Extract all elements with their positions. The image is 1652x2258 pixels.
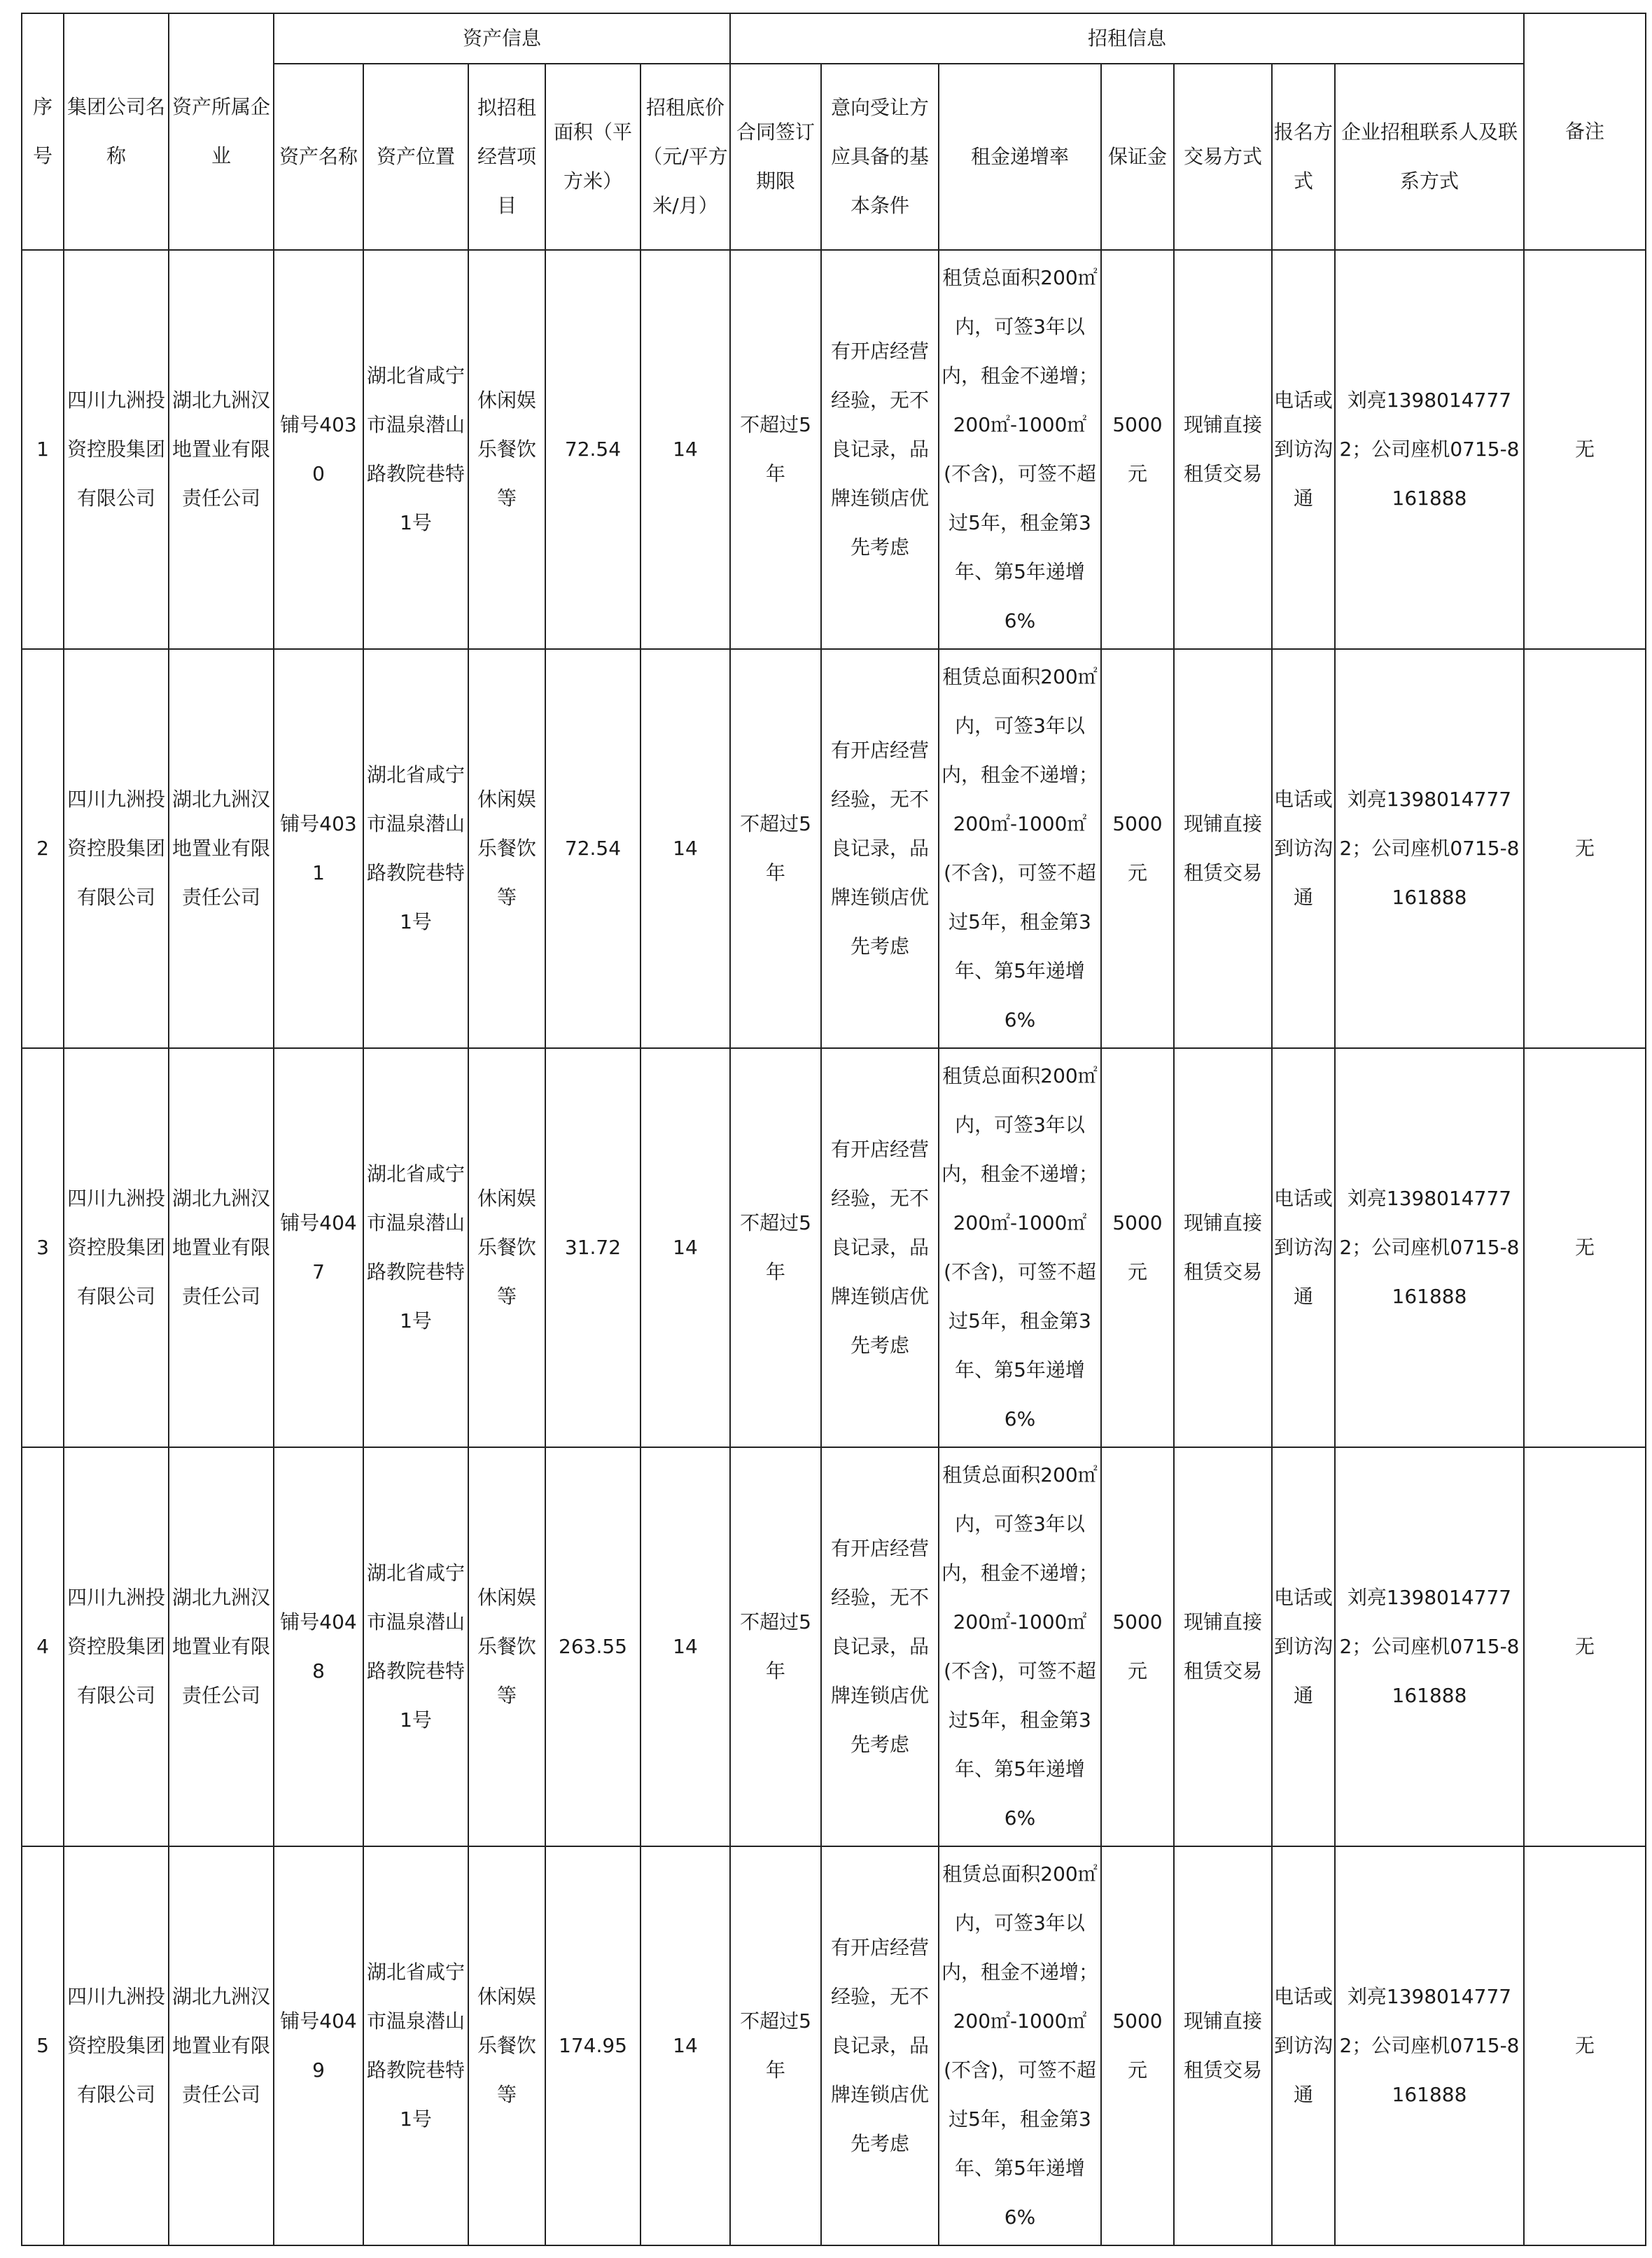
cell-asset-location: 湖北省咸宁市温泉潜山路教院巷特1号 bbox=[363, 1048, 468, 1447]
cell-deposit: 5000元 bbox=[1101, 1846, 1174, 2245]
table-row bbox=[22, 1048, 1646, 1447]
cell-owner-company: 湖北九洲汉地置业有限责任公司 bbox=[169, 1048, 274, 1447]
cell-signup-method: 电话或到访沟通 bbox=[1272, 1048, 1335, 1447]
cell-asset-location: 湖北省咸宁市温泉潜山路教院巷特1号 bbox=[363, 1846, 468, 2245]
cell-seq: 5 bbox=[22, 1846, 64, 2245]
cell-trade-method: 现铺直接租赁交易 bbox=[1174, 649, 1272, 1048]
cell-contract-term: 不超过5年 bbox=[730, 1846, 821, 2245]
table-row bbox=[22, 649, 1646, 1048]
cell-signup-method: 电话或到访沟通 bbox=[1272, 1846, 1335, 2245]
cell-asset-name: 铺号4048 bbox=[274, 1447, 363, 1846]
cell-contact: 刘亮13980147772；公司座机0715-8161888 bbox=[1335, 649, 1524, 1048]
cell-deposit: 5000元 bbox=[1101, 1447, 1174, 1846]
cell-trade-method: 现铺直接租赁交易 bbox=[1174, 1846, 1272, 2245]
cell-remark: 无 bbox=[1524, 1048, 1646, 1447]
cell-contact: 刘亮13980147772；公司座机0715-8161888 bbox=[1335, 1846, 1524, 2245]
table-row bbox=[22, 250, 1646, 649]
header-trade-method: 交易方式 bbox=[1174, 64, 1272, 250]
cell-base-price: 14 bbox=[640, 1447, 730, 1846]
cell-trade-method: 现铺直接租赁交易 bbox=[1174, 1447, 1272, 1846]
cell-group-company: 四川九洲投资控股集团有限公司 bbox=[64, 1447, 169, 1846]
header-base-price: 招租底价（元/平方米/月） bbox=[640, 64, 730, 250]
header-contact: 企业招租联系人及联系方式 bbox=[1335, 64, 1524, 250]
cell-contact: 刘亮13980147772；公司座机0715-8161888 bbox=[1335, 250, 1524, 649]
header-area: 面积（平方米） bbox=[545, 64, 640, 250]
cell-planned-business: 休闲娱乐餐饮等 bbox=[468, 1447, 545, 1846]
cell-area: 31.72 bbox=[545, 1048, 640, 1447]
cell-seq: 3 bbox=[22, 1048, 64, 1447]
cell-conditions: 有开店经营经验，无不良记录，品牌连锁店优先考虑 bbox=[821, 649, 939, 1048]
header-deposit: 保证金 bbox=[1101, 64, 1174, 250]
cell-rent-increase: 租赁总面积200㎡内，可签3年以内，租金不递增；200㎡-1000㎡(不含)，可签不超过5年，租金第3年、第5年递增6% bbox=[939, 649, 1101, 1048]
cell-rent-increase: 租赁总面积200㎡内，可签3年以内，租金不递增；200㎡-1000㎡(不含)，可签不超过5年，租金第3年、第5年递增6% bbox=[939, 250, 1101, 649]
table-row bbox=[22, 1447, 1646, 1846]
cell-seq: 1 bbox=[22, 250, 64, 649]
header-asset-name: 资产名称 bbox=[274, 64, 363, 250]
rental-listing-table bbox=[21, 13, 1646, 2246]
cell-trade-method: 现铺直接租赁交易 bbox=[1174, 1048, 1272, 1447]
cell-owner-company: 湖北九洲汉地置业有限责任公司 bbox=[169, 1447, 274, 1846]
cell-signup-method: 电话或到访沟通 bbox=[1272, 250, 1335, 649]
cell-deposit: 5000元 bbox=[1101, 250, 1174, 649]
cell-asset-name: 铺号4049 bbox=[274, 1846, 363, 2245]
header-rent-increase: 租金递增率 bbox=[939, 64, 1101, 250]
header-signup-method: 报名方式 bbox=[1272, 64, 1335, 250]
cell-rent-increase: 租赁总面积200㎡内，可签3年以内，租金不递增；200㎡-1000㎡(不含)，可签不超过5年，租金第3年、第5年递增6% bbox=[939, 1048, 1101, 1447]
cell-seq: 4 bbox=[22, 1447, 64, 1846]
cell-seq: 2 bbox=[22, 649, 64, 1048]
cell-conditions: 有开店经营经验，无不良记录，品牌连锁店优先考虑 bbox=[821, 1846, 939, 2245]
cell-asset-name: 铺号4030 bbox=[274, 250, 363, 649]
header-group-company: 集团公司名称 bbox=[64, 13, 169, 250]
cell-owner-company: 湖北九洲汉地置业有限责任公司 bbox=[169, 1846, 274, 2245]
cell-planned-business: 休闲娱乐餐饮等 bbox=[468, 649, 545, 1048]
cell-group-company: 四川九洲投资控股集团有限公司 bbox=[64, 1846, 169, 2245]
cell-contact: 刘亮13980147772；公司座机0715-8161888 bbox=[1335, 1048, 1524, 1447]
cell-contract-term: 不超过5年 bbox=[730, 1447, 821, 1846]
header-rent-info: 招租信息 bbox=[730, 13, 1524, 64]
cell-area: 174.95 bbox=[545, 1846, 640, 2245]
cell-asset-location: 湖北省咸宁市温泉潜山路教院巷特1号 bbox=[363, 649, 468, 1048]
cell-deposit: 5000元 bbox=[1101, 1048, 1174, 1447]
header-conditions: 意向受让方应具备的基本条件 bbox=[821, 64, 939, 250]
cell-planned-business: 休闲娱乐餐饮等 bbox=[468, 1048, 545, 1447]
header-owner-company: 资产所属企业 bbox=[169, 13, 274, 250]
header-planned-business: 拟招租经营项目 bbox=[468, 64, 545, 250]
cell-remark: 无 bbox=[1524, 250, 1646, 649]
table-row bbox=[22, 1846, 1646, 2245]
cell-base-price: 14 bbox=[640, 649, 730, 1048]
cell-contract-term: 不超过5年 bbox=[730, 649, 821, 1048]
cell-area: 72.54 bbox=[545, 649, 640, 1048]
header-remark: 备注 bbox=[1524, 13, 1646, 250]
cell-remark: 无 bbox=[1524, 1447, 1646, 1846]
cell-signup-method: 电话或到访沟通 bbox=[1272, 649, 1335, 1048]
cell-planned-business: 休闲娱乐餐饮等 bbox=[468, 250, 545, 649]
cell-contract-term: 不超过5年 bbox=[730, 250, 821, 649]
cell-base-price: 14 bbox=[640, 1048, 730, 1447]
header-asset-info: 资产信息 bbox=[274, 13, 730, 64]
cell-rent-increase: 租赁总面积200㎡内，可签3年以内，租金不递增；200㎡-1000㎡(不含)，可签不超过5年，租金第3年、第5年递增6% bbox=[939, 1447, 1101, 1846]
cell-owner-company: 湖北九洲汉地置业有限责任公司 bbox=[169, 649, 274, 1048]
cell-group-company: 四川九洲投资控股集团有限公司 bbox=[64, 1048, 169, 1447]
cell-asset-name: 铺号4047 bbox=[274, 1048, 363, 1447]
cell-contact: 刘亮13980147772；公司座机0715-8161888 bbox=[1335, 1447, 1524, 1846]
header-contract-term: 合同签订期限 bbox=[730, 64, 821, 250]
cell-asset-location: 湖北省咸宁市温泉潜山路教院巷特1号 bbox=[363, 250, 468, 649]
header-seq: 序号 bbox=[22, 13, 64, 250]
cell-group-company: 四川九洲投资控股集团有限公司 bbox=[64, 649, 169, 1048]
cell-asset-location: 湖北省咸宁市温泉潜山路教院巷特1号 bbox=[363, 1447, 468, 1846]
cell-trade-method: 现铺直接租赁交易 bbox=[1174, 250, 1272, 649]
cell-conditions: 有开店经营经验，无不良记录，品牌连锁店优先考虑 bbox=[821, 250, 939, 649]
cell-owner-company: 湖北九洲汉地置业有限责任公司 bbox=[169, 250, 274, 649]
cell-rent-increase: 租赁总面积200㎡内，可签3年以内，租金不递增；200㎡-1000㎡(不含)，可签不超过5年，租金第3年、第5年递增6% bbox=[939, 1846, 1101, 2245]
cell-base-price: 14 bbox=[640, 1846, 730, 2245]
cell-remark: 无 bbox=[1524, 649, 1646, 1048]
cell-conditions: 有开店经营经验，无不良记录，品牌连锁店优先考虑 bbox=[821, 1447, 939, 1846]
cell-planned-business: 休闲娱乐餐饮等 bbox=[468, 1846, 545, 2245]
cell-asset-name: 铺号4031 bbox=[274, 649, 363, 1048]
cell-area: 72.54 bbox=[545, 250, 640, 649]
cell-group-company: 四川九洲投资控股集团有限公司 bbox=[64, 250, 169, 649]
header-asset-location: 资产位置 bbox=[363, 64, 468, 250]
cell-remark: 无 bbox=[1524, 1846, 1646, 2245]
cell-signup-method: 电话或到访沟通 bbox=[1272, 1447, 1335, 1846]
cell-area: 263.55 bbox=[545, 1447, 640, 1846]
cell-contract-term: 不超过5年 bbox=[730, 1048, 821, 1447]
cell-base-price: 14 bbox=[640, 250, 730, 649]
cell-deposit: 5000元 bbox=[1101, 649, 1174, 1048]
cell-conditions: 有开店经营经验，无不良记录，品牌连锁店优先考虑 bbox=[821, 1048, 939, 1447]
